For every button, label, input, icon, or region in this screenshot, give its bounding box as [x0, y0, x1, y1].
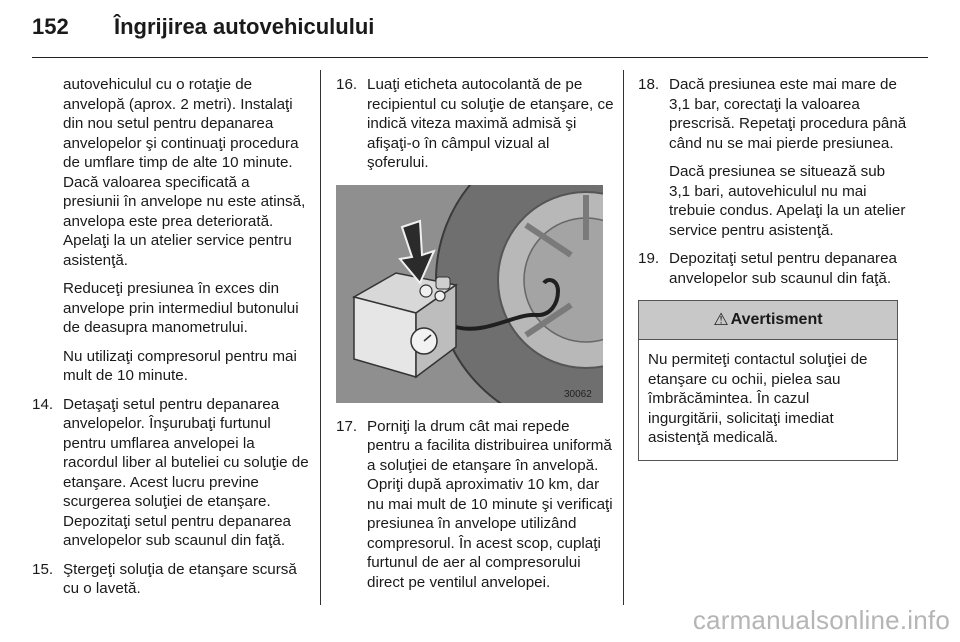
step-number: 14.	[32, 395, 54, 413]
warning-header	[639, 301, 897, 340]
step-text: Porniţi la drum cât mai repede pentru a facilita distribuirea uniformă a soluţiei de etanşare în anvelopă. Opriţi după aproximativ 10 km, dar nu mai mult de 10 minute şi verificaţi presiunea în anvelope utilizând compresorul. În acest scop, cuplaţi furtunul de aer al compresorului direct pe ventilul anvelopei.	[367, 417, 613, 591]
page-title: Îngrijirea autovehiculului	[114, 14, 375, 39]
column-2	[336, 75, 614, 601]
step-text: Luaţi eticheta autocolantă de pe recipientul cu soluţie de etanşare, ce indică viteza maximă admisă şi afişaţi-o în câmpul vizual al şoferului.	[367, 76, 614, 171]
warning-title: Avertisment	[730, 311, 823, 329]
warning-box	[638, 300, 898, 461]
step-text: Depozitaţi setul pentru depanarea anvelopelor sub scaunul din faţă.	[669, 250, 897, 287]
page-number: 152	[32, 14, 69, 39]
step-text: Detaşaţi setul pentru depanarea anvelopelor. Înşurubaţi furtunul pentru umflarea anvelopei la racordul liber al buteliei cu soluţie de etanşare. Acest lucru previne scurgerea soluţiei de etanşare. Depozitaţi setul pentru depanarea anvelopelor sub scaunul din faţă.	[63, 395, 309, 549]
step-number: 17.	[336, 417, 358, 435]
column-divider-1	[320, 70, 321, 605]
step-item	[638, 249, 908, 288]
step-number: 15.	[32, 560, 54, 578]
step-item	[638, 75, 908, 240]
step-text: Ştergeţi soluţia de etanşare scursă cu o lavetă.	[63, 560, 297, 597]
continuation-paragraph: Nu utilizaţi compresorul pentru mai mult de 10 minute.	[63, 347, 297, 384]
column-3	[638, 75, 908, 461]
figure-code: 30062	[564, 388, 592, 400]
step-number: 16.	[336, 76, 358, 93]
continuation-paragraph: autovehiculul cu o rotaţie de anvelopă (aprox. 2 metri). Instalaţi din nou setul pentru depanarea anvelopelor şi continuaţi procedura de umflare timp de alte 10 minute. Dacă valoarea specificată a presiunii în anvelope nu este atinsă, anvelopa este prea deteriorată. Apelaţi la un atelier service pentru asistenţă.	[63, 76, 306, 269]
step-item	[336, 75, 614, 173]
watermark: carmanualsonline.info	[692, 605, 950, 635]
step-number: 18.	[638, 76, 660, 93]
step-text: Dacă presiunea este mai mare de 3,1 bar, corectaţi la valoarea prescrisă. Repetaţi procedura până când nu se mai pierde presiunea.	[669, 76, 907, 152]
compressor-illustration	[336, 185, 603, 403]
step-number: 19.	[638, 250, 660, 267]
step-item	[32, 560, 310, 599]
column-divider-2	[623, 70, 624, 605]
compressor-tire-drawing	[336, 185, 603, 403]
step-text: Dacă presiunea se situează sub 3,1 bari, autovehiculul nu mai trebuie condus. Apelaţi la un atelier service pentru asistenţă.	[669, 163, 906, 239]
column-1	[32, 75, 310, 608]
warning-text: Nu permiteţi contactul soluţiei de etanşare cu ochii, pielea sau îmbrăcămintea. În cazul ingurgitării, solicitaţi imediat asistenţă medicală.	[648, 351, 868, 446]
warning-triangle-icon: ⚠	[713, 310, 729, 330]
step-item	[336, 417, 614, 593]
step-item	[32, 395, 310, 551]
header-rule	[32, 57, 928, 58]
continuation-paragraph: Reduceţi presiunea în exces din anvelope prin intermediul butonului de deasupra manometrului.	[63, 280, 299, 336]
